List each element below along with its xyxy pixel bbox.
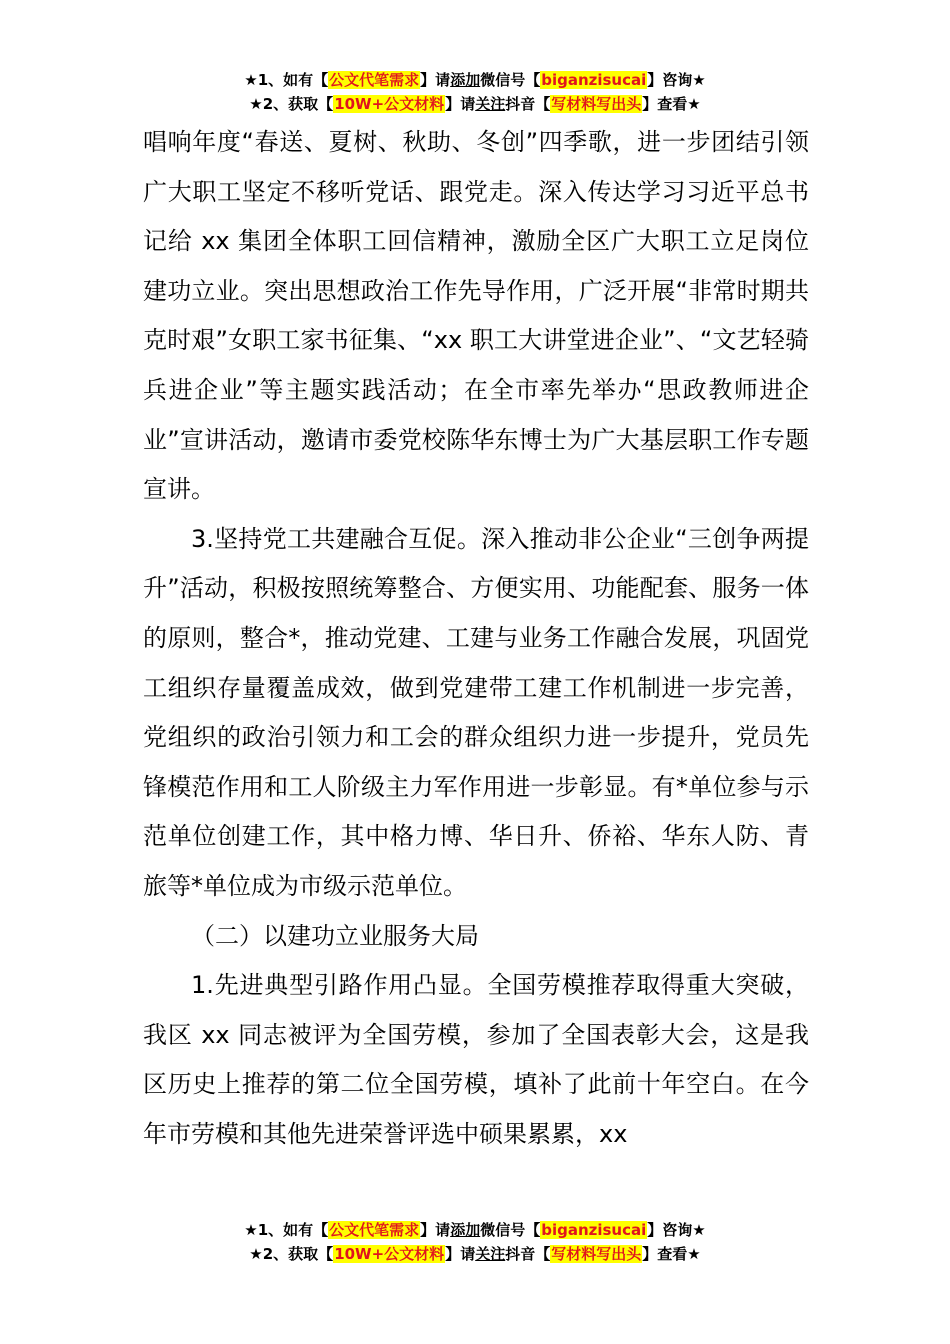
paragraph-3: 1.先进典型引路作用凸显。全国劳模推荐取得重大突破，我区 xx 同志被评为全国劳模，参加了全国表彰大会，这是我区历史上推荐的第二位全国劳模，填补了此前十年空白。在今年市劳模和其他先进荣誉评选中硕果累累，xx (143, 971, 809, 1148)
footer-line-2: ★2、获取【10W+公文材料】请关注抖音【写材料写出头】查看★ (249, 1245, 701, 1263)
section-heading: （二）以建功立业服务大局 (191, 921, 479, 950)
highlight-wechat-id: biganzisucai (541, 71, 647, 89)
footer-banner (0, 1218, 950, 1266)
banner-line-2: ★2、获取【10W+公文材料】请关注抖音【写材料写出头】查看★ (249, 95, 701, 113)
document-body (143, 118, 809, 1159)
footer-underlined-follow: 关注 (475, 1245, 506, 1263)
highlight-service: 公文代笔需求 (329, 71, 420, 89)
footer-highlight-douyin-name: 写材料写出头 (551, 1245, 642, 1263)
footer-highlight-wechat-id: biganzisucai (541, 1221, 647, 1239)
highlight-materials: 10W+公文材料 (334, 95, 445, 113)
underlined-add: 添加 (450, 71, 481, 89)
highlight-douyin-name: 写材料写出头 (551, 95, 642, 113)
footer-underlined-add: 添加 (450, 1221, 481, 1239)
footer-highlight-service: 公文代笔需求 (329, 1221, 420, 1239)
footer-highlight-materials: 10W+公文材料 (334, 1245, 445, 1263)
underlined-follow: 关注 (475, 95, 506, 113)
banner-line-1: ★1、如有【公文代笔需求】请添加微信号【biganzisucai】咨询★ (244, 71, 706, 89)
header-banner (0, 68, 950, 116)
paragraph-1: 唱响年度“春送、夏树、秋助、冬创”四季歌，进一步团结引领广大职工坚定不移听党话、跟党走。深入传达学习习近平总书记给 xx 集团全体职工回信精神，激励全区广大职工立足岗位建功立业。突出思想政治工作先导作用，广泛开展“非常时期共克时艰”女职工家书征集、“xx 职工大讲堂进企业”、“文艺轻骑兵进企业”等主题实践活动；在全市率先举办“思政教师进企业”宣讲活动，邀请市委党校陈华东博士为广大基层职工作专题宣讲。 (143, 128, 809, 504)
paragraph-2: 3.坚持党工共建融合互促。深入推动非公企业“三创争两提升”活动，积极按照统筹整合、方便实用、功能配套、服务一体的原则，整合*，推动党建、工建与业务工作融合发展，巩固党工组织存量覆盖成效，做到党建带工建工作机制进一步完善，党组织的政治引领力和工会的群众组织力进一步提升，党员先锋模范作用和工人阶级主力军作用进一步彰显。有*单位参与示范单位创建工作，其中格力博、华日升、侨裕、华东人防、青旅等*单位成为市级示范单位。 (143, 524, 809, 900)
footer-line-1: ★1、如有【公文代笔需求】请添加微信号【biganzisucai】咨询★ (244, 1221, 706, 1239)
